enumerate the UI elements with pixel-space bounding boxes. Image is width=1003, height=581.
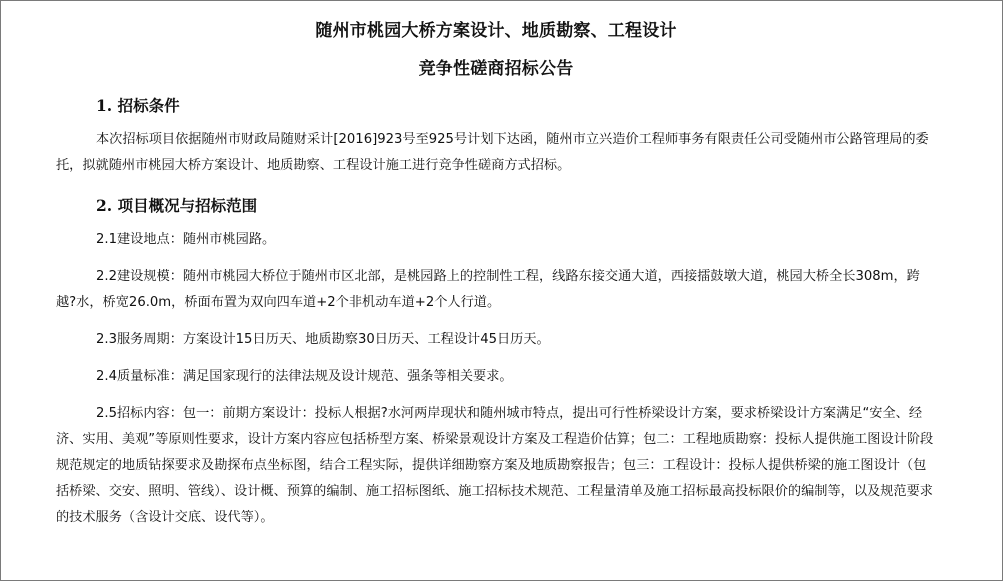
document-body — [56, 11, 936, 531]
item-quality-standard: 2.4质量标准：满足国家现行的法律法规及设计规范、强条等相关要求。 — [96, 369, 513, 384]
document-title-line1: 随州市桃园大桥方案设计、地质勘察、工程设计 — [315, 21, 677, 41]
item-construction-scale: 2.2建设规模：随州市桃园大桥位于随州市区北部，是桃园路上的控制性工程，线路东接交通大道，西接擂鼓墩大道，桃园大桥全长308m，跨越?水，桥宽26.0m，桥面布置为双向四车道+2个非机动车道+2个人行道。 — [56, 269, 920, 310]
section-heading-tender-conditions: 1. 招标条件 — [96, 96, 180, 115]
item-tender-content: 2.5招标内容：包一：前期方案设计：投标人根据?水河两岸现状和随州城市特点，提出可行性桥梁设计方案，要求桥梁设计方案满足“安全、经济、实用、美观”等原则性要求，设计方案内容应包括桥型方案、桥梁景观设计方案及工程造价估算；包二：工程地质勘察：投标人提供施工图设计阶段规范规定的地质钻探要求及勘探布点坐标图，结合工程实际，提供详细勘察方案及地质勘察报告；包三：工程设计：投标人提供桥梁的施工图设计（包括桥梁、交安、照明、管线）、设计概、预算的编制、施工招标图纸、施工招标技术规范、工程量清单及施工招标最高投标限价的编制等，以及规范要求的技术服务（含设计交底、设代等）。 — [56, 406, 934, 525]
section-body-tender-conditions: 本次招标项目依据随州市财政局随财采计[2016]923号至925号计划下达函，随州市立兴造价工程师事务有限责任公司受随州市公路管理局的委托，拟就随州市桃园大桥方案设计、地质勘察、工程设计施工进行竞争性磋商方式招标。 — [56, 132, 929, 173]
item-service-period: 2.3服务周期：方案设计15日历天、地质勘察30日历天、工程设计45日历天。 — [96, 332, 550, 347]
item-construction-location: 2.1建设地点：随州市桃园路。 — [96, 232, 276, 247]
section-heading-project-overview: 2. 项目概况与招标范围 — [96, 196, 258, 215]
document-title-line2: 竞争性磋商招标公告 — [418, 59, 574, 79]
